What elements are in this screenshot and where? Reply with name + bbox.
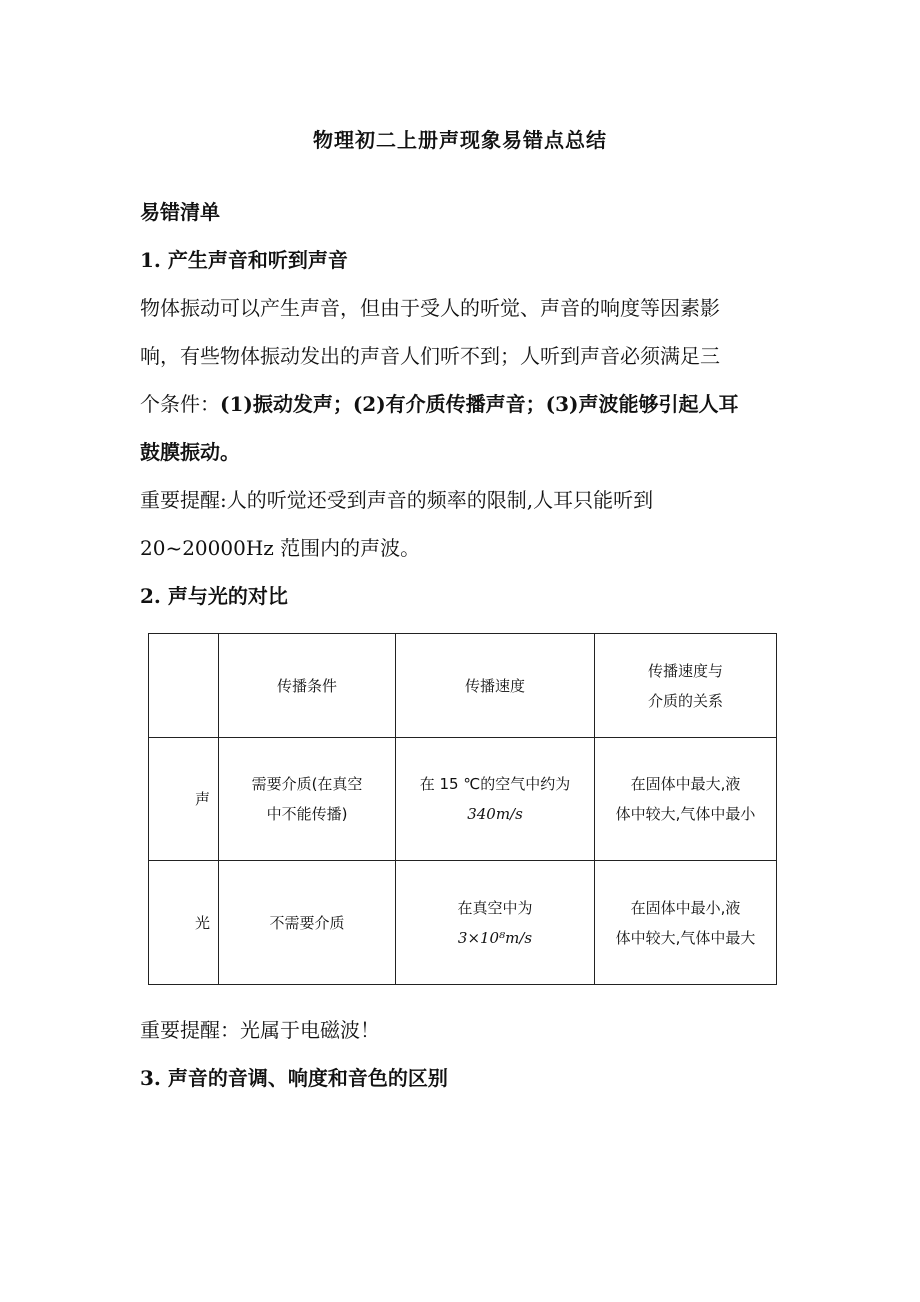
item2-heading: 2. 声与光的对比	[140, 584, 288, 608]
cell-line: 需要介质(在真空	[251, 775, 363, 793]
table-header-row	[149, 634, 777, 738]
sound-light-comparison-table	[148, 633, 777, 985]
item1-heading: 1. 产生声音和听到声音	[140, 248, 348, 272]
item1-conditions-bold-end: 鼓膜振动。	[140, 440, 240, 464]
table-header-relation-line: 介质的关系	[647, 691, 723, 710]
table-cell-relation	[595, 738, 777, 861]
item1-paragraph-line: 响，有些物体振动发出的声音人们听不到；人听到声音必须满足三	[140, 344, 720, 368]
cell-line: 中不能传播)	[266, 805, 348, 823]
item2-reminder: 重要提醒：光属于电磁波！	[140, 1018, 380, 1042]
item1-reminder-line: 20~20000Hz 范围内的声波。	[140, 536, 421, 560]
item1-reminder-line: 重要提醒:人的听觉还受到声音的频率的限制,人耳只能听到	[140, 488, 654, 512]
table-cell-speed	[396, 861, 595, 985]
item1-conditions-bold: (1)振动发声；(2)有介质传播声音；(3)声波能够引起人耳	[220, 392, 739, 416]
cell-line: 在固体中最小,液	[630, 898, 741, 917]
item1-paragraph-line	[140, 436, 240, 465]
page-title: 物理初二上册声现象易错点总结	[313, 128, 607, 152]
table-row-label-light: 光	[149, 861, 219, 985]
cell-line: 在固体中最大,液	[630, 775, 741, 793]
cell-line: 体中较大,气体中最小	[615, 805, 756, 823]
cell-line: 在真空中为	[457, 898, 533, 917]
table-row	[149, 861, 777, 985]
cell-line: 体中较大,气体中最大	[615, 928, 756, 947]
table-cell-relation	[595, 861, 777, 985]
table-cell-condition	[219, 738, 396, 861]
item1-line3-prefix: 个条件：	[140, 392, 220, 416]
item3-heading: 3. 声音的音调、响度和音色的区别	[140, 1066, 448, 1090]
table-cell-speed	[396, 738, 595, 861]
cell-line: 340m/s	[467, 805, 523, 823]
table-header-relation-line: 传播速度与	[647, 661, 723, 680]
table-header-relation	[595, 634, 777, 738]
item1-paragraph-line: 物体振动可以产生声音，但由于受人的听觉、声音的响度等因素影	[140, 296, 720, 320]
table-cell-condition: 不需要介质	[219, 861, 396, 985]
section-heading-easy-mistakes: 易错清单	[140, 200, 220, 224]
table-row-label-sound: 声	[149, 738, 219, 861]
item1-paragraph-line	[140, 388, 739, 417]
cell-line: 3×10⁸m/s	[457, 928, 533, 947]
table-header-condition: 传播条件	[219, 634, 396, 738]
table-header-speed: 传播速度	[396, 634, 595, 738]
cell-line: 在 15 ℃的空气中约为	[419, 775, 571, 793]
table-corner-cell	[149, 634, 219, 738]
table-row	[149, 738, 777, 861]
